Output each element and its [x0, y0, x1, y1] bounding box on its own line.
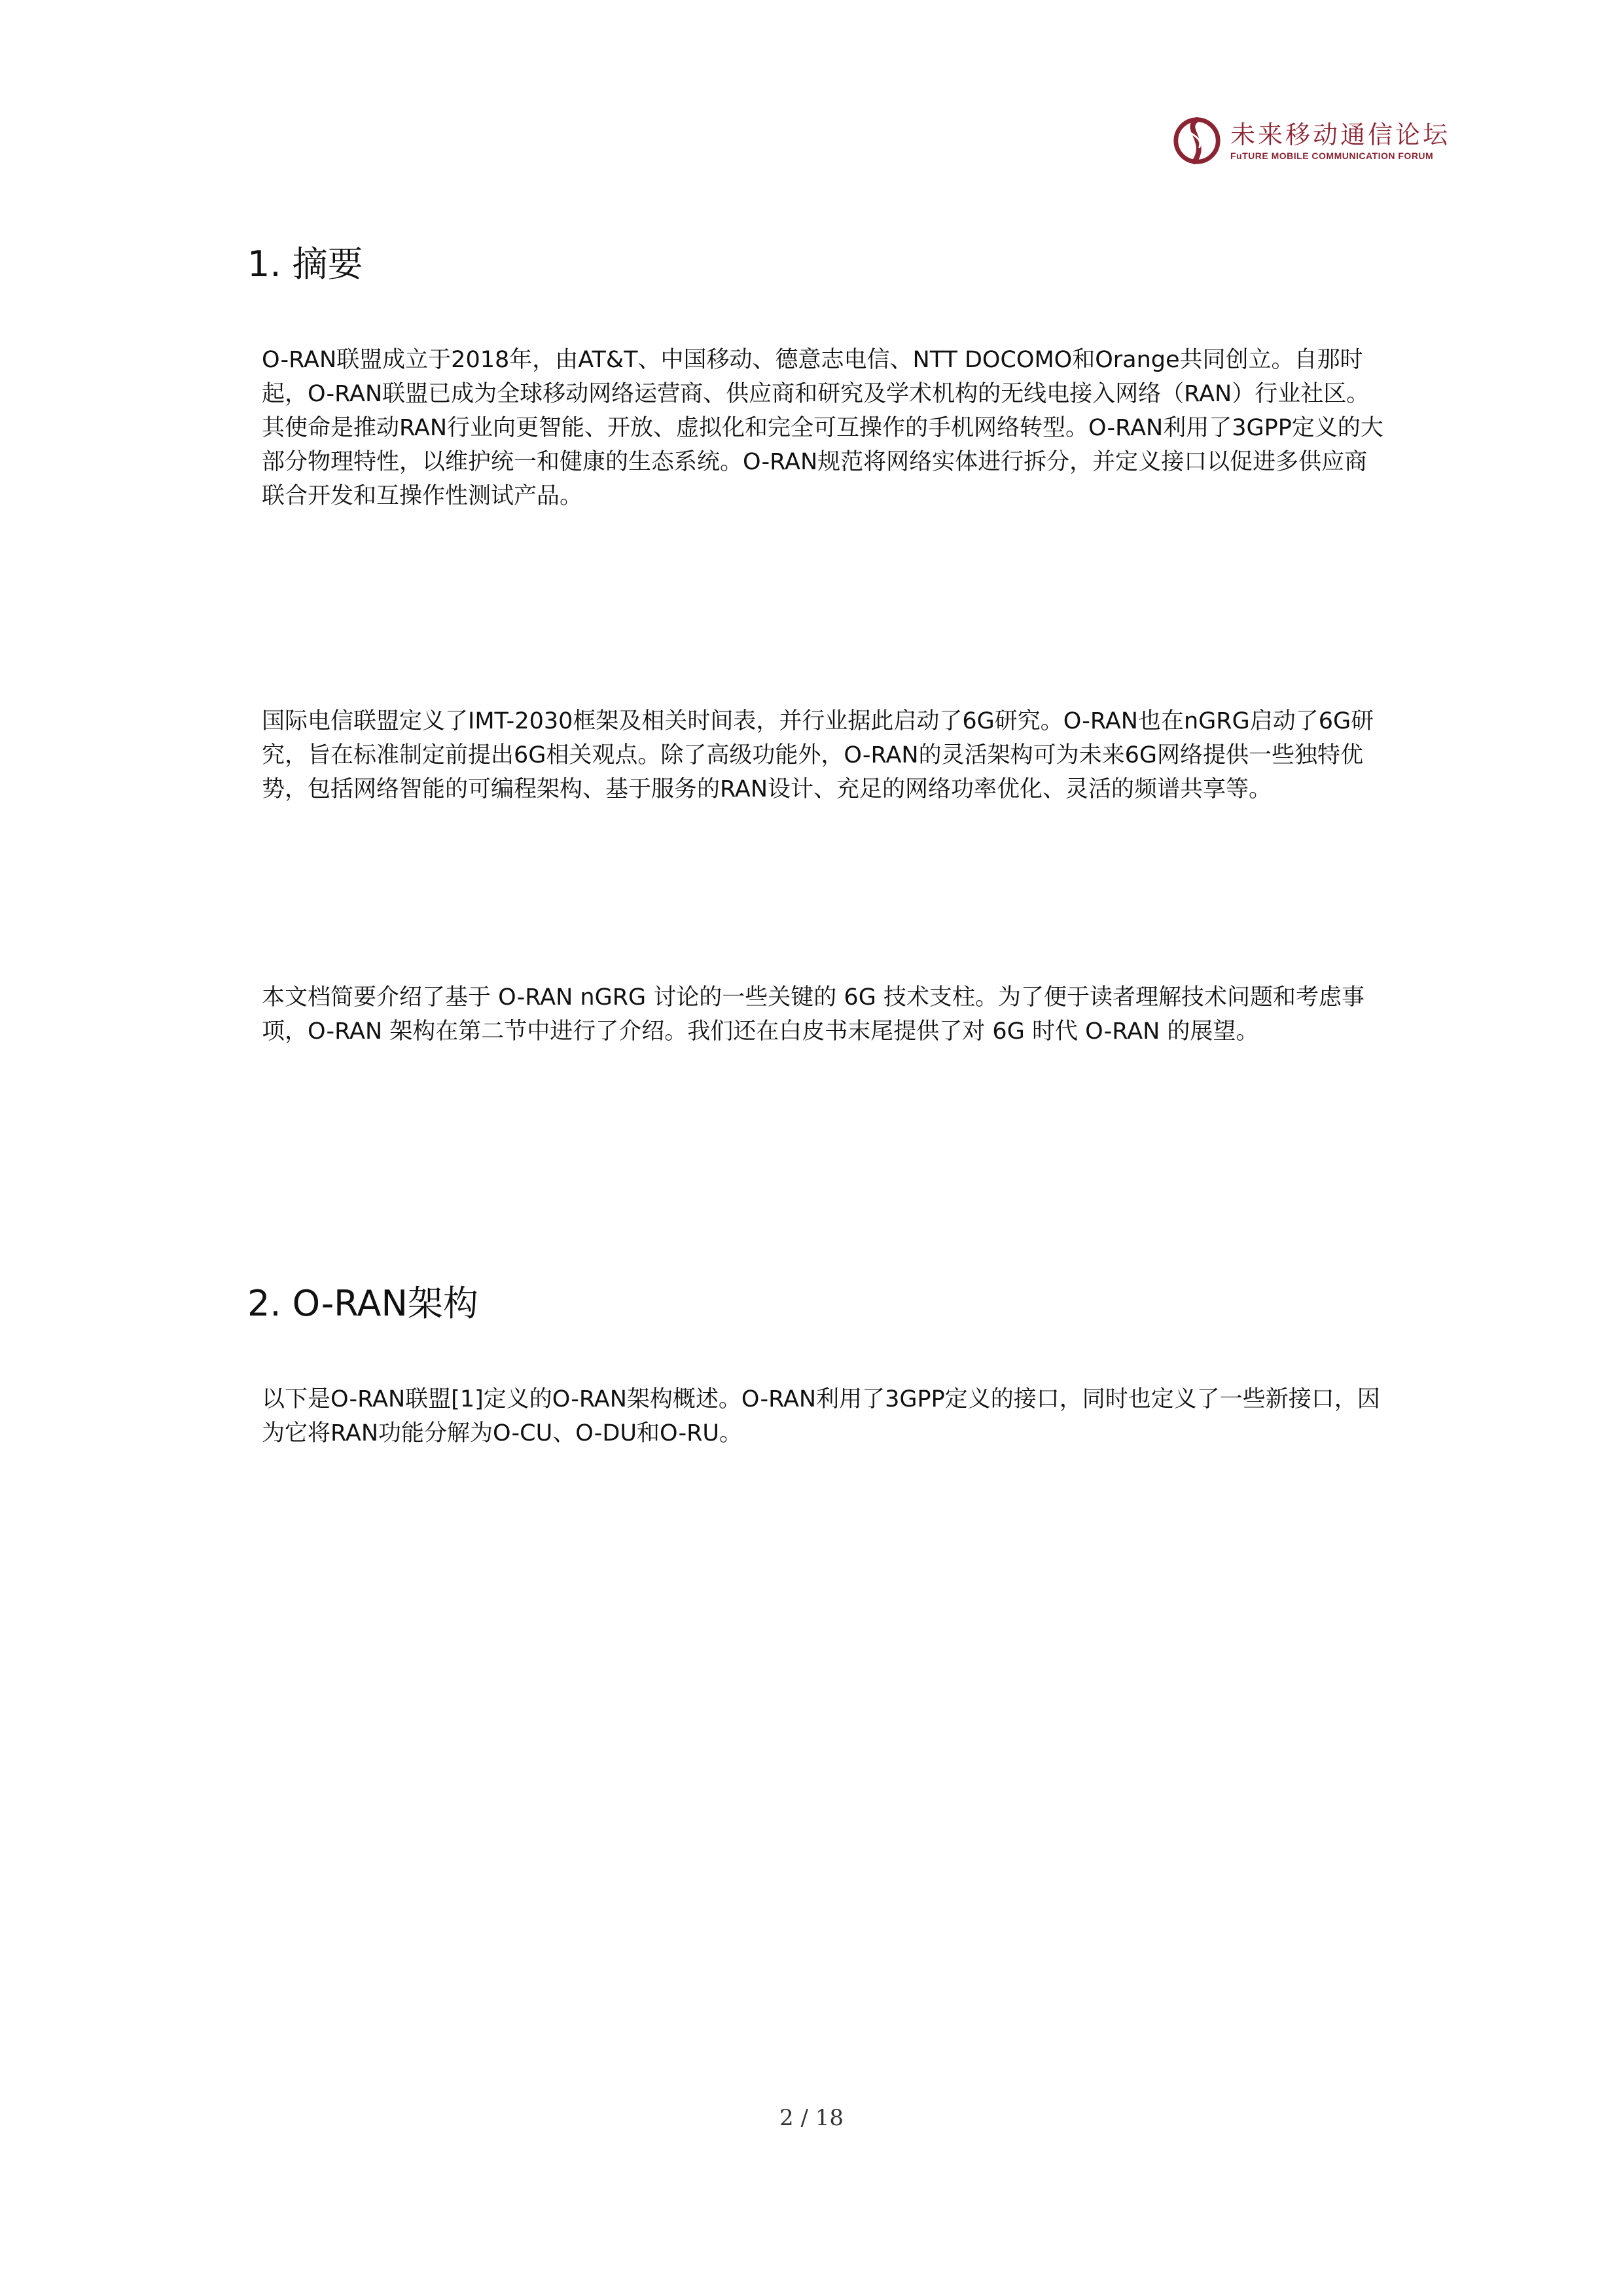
logo-english-name: FuTURE MOBILE COMMUNICATION FORUM	[1230, 151, 1434, 161]
section-2-heading: 2. O-RAN架构	[247, 1283, 478, 1324]
page-number: 2 / 18	[779, 2105, 844, 2131]
section-1-paragraph-2: 国际电信联盟定义了IMT-2030框架及相关时间表，并行业据此启动了6G研究。O-RAN也在nGRG启动了6G研究，旨在标准制定前提出6G相关观点。除了高级功能外，O-RAN的灵活架构可为未来6G网络提供一些独特优势，包括网络智能的可编程架构、基于服务的RAN设计、充足的网络功率优化、灵活的频谱共享等。	[262, 708, 1374, 802]
section-2-paragraph-1: 以下是O-RAN联盟[1]定义的O-RAN架构概述。O-RAN利用了3GPP定义的接口，同时也定义了一些新接口，因为它将RAN功能分解为O-CU、O-DU和O-RU。	[262, 1386, 1380, 1446]
forum-logo-icon	[1171, 115, 1222, 166]
logo-text	[1230, 120, 1450, 162]
header-logo	[1171, 111, 1451, 170]
logo-chinese-name: 未来移动通信论坛	[1230, 120, 1451, 149]
section-1-paragraph-3: 本文档简要介绍了基于 O-RAN nGRG 讨论的一些关键的 6G 技术支柱。为了便于读者理解技术问题和考虑事项，O-RAN 架构在第二节中进行了介绍。我们还在白皮书末尾提供了对 6G 时代 O-RAN 的展望。	[262, 984, 1364, 1045]
section-1-heading: 1. 摘要	[247, 243, 363, 285]
section-1-paragraph-1: O-RAN联盟成立于2018年，由AT&T、中国移动、德意志电信、NTT DOCOMO和Orange共同创立。自那时起，O-RAN联盟已成为全球移动网络运营商、供应商和研究及学术机构的无线电接入网络（RAN）行业社区。其使命是推动RAN行业向更智能、开放、虚拟化和完全可互操作的手机网络转型。O-RAN利用了3GPP定义的大部分物理特性，以维护统一和健康的生态系统。O-RAN规范将网络实体进行拆分，并定义接口以促进多供应商联合开发和互操作性测试产品。	[262, 347, 1383, 509]
